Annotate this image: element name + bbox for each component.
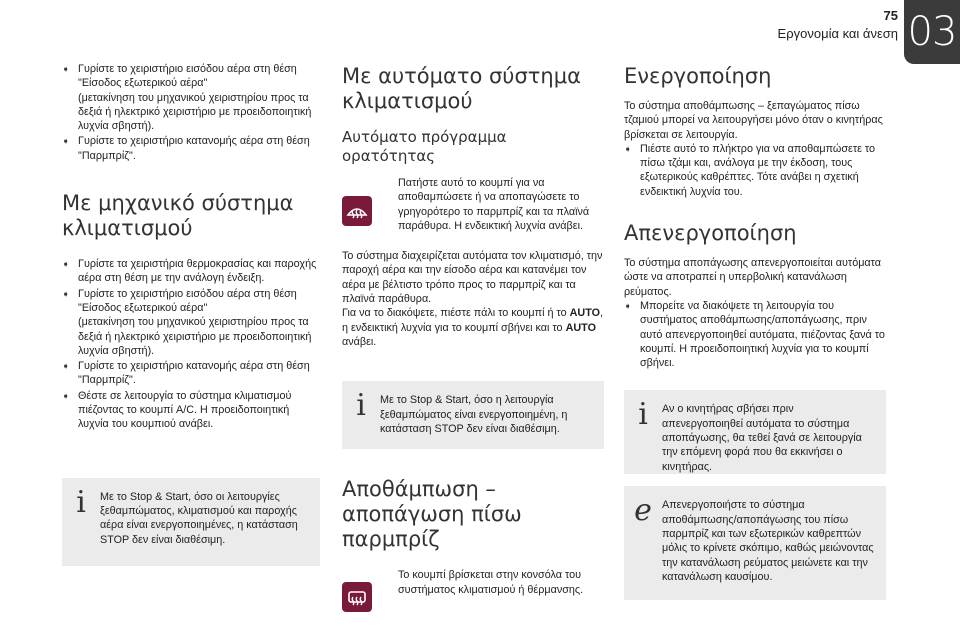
auto-label: AUTO — [565, 321, 596, 334]
list-item: ➧ Γυρίστε το χειριστήριο εισόδου αέρα στη θέση "Είσοδος εξωτερικού αέρα" (μετακίνηση του μηχανικού χειριστηρίου προς τα δεξιά ή ηλεκτρικό χειριστήριο με προειδοποιητική λυχνία σβηστή). — [62, 63, 312, 133]
paragraph: Για να το διακόψετε, πιέστε πάλι το κουμπί ή το AUTO, η ενδεικτική λυχνία για το κουμπί σβήνει και το AUTO ανάβει. — [342, 307, 604, 348]
note-text: Απενεργοποιήστε το σύστημα αποθάμπωσης/αποπάγωσης του πίσω παρμπρίζ και των εξωτερικών καθρεπτών μόλις το κρίνετε σκόπιμο, καθώς μειώνοντας την κατανάλωση ρεύματος μειώνετε και την κατανάλωση καυσίμου. — [662, 499, 874, 583]
heading-activation: Ενεργοποίηση — [624, 64, 772, 88]
arrow-bullet-icon: ➧ — [62, 64, 70, 74]
visibility-button-text: Πατήστε αυτό το κουμπί για να αποθαμπώσετε ή να αποπαγώσετε το γρηγορότερο το παρμπρίζ και τα πλαϊνά παράθυρα. Η ενδεικτική λυχνία ανάβει. — [398, 177, 590, 232]
arrow-bullet-icon: ➧ — [62, 259, 70, 270]
arrow-bullet-icon: ➧ — [624, 143, 632, 154]
list-item: ➧ Γυρίστε το χειριστήριο κατανομής αέρα στη θέση "Παρμπρίζ". — [62, 360, 310, 387]
top-bullet-list — [62, 62, 320, 163]
list-item: ➧ Πιέστε αυτό το πλήκτρο για να αποθαμπώσετε το πίσω τζάμι και, ανάλογα με την έκδοση, τους εξωτερικούς καθρέπτες. Τότε ανάβει η σχετική ενδεικτική λυχνία του. — [624, 142, 876, 198]
info-icon: i — [356, 388, 366, 424]
eco-note-box — [624, 486, 886, 600]
list-item: ➧ Γυρίστε το χειριστήριο κατανομής αέρα στη θέση "Παρμπρίζ". — [62, 135, 310, 162]
info-icon: i — [76, 484, 86, 520]
arrow-bullet-icon: ➧ — [62, 136, 70, 147]
arrow-bullet-icon: ➧ — [624, 300, 632, 311]
note-text: Με το Stop & Start, όσο η λειτουργία ξεθαμπώματος είναι ενεργοποιημένη, η κατάσταση STOP δεν είναι διαθέσιμη. — [380, 394, 568, 435]
paragraph: Το σύστημα αποθάμπωσης – ξεπαγώματος πίσω τζαμιού μπορεί να λειτουργήσει μόνο όταν ο κινητήρας βρίσκεται σε λειτουργία. — [624, 100, 883, 141]
info-note-box — [624, 390, 886, 474]
info-note-box — [342, 381, 604, 449]
heading-auto-ac: Με αυτόματο σύστημα κλιματισμού — [342, 64, 581, 113]
info-note-box — [62, 478, 320, 566]
bullet-note: (μετακίνηση του μηχανικού χειριστηρίου προς τα δεξιά ή ηλεκτρικό χειριστήριο με προειδοποιητική λυχνία σβηστή). — [78, 316, 312, 357]
eco-icon: e — [634, 493, 652, 529]
rear-screen-demist-icon — [342, 582, 372, 612]
bullet-note: (μετακίνηση του μηχανικού χειριστηρίου προς τα δεξιά ή ηλεκτρικό χειριστήριο με προειδοποιητική λυχνία σβηστή). — [78, 91, 312, 133]
paragraph: Το σύστημα αποπάγωσης απενεργοποιείται αυτόματα ώστε να αποτραπεί η υπερβολική κατανάλωση ρεύματος. — [624, 257, 882, 298]
note-text: Με το Stop & Start, όσο οι λειτουργίες ξεθαμπώματος, κλιματισμού και παροχής αέρα είναι ενεργοποιημένες, η κατάσταση STOP δεν είναι διαθέσιμη. — [100, 490, 298, 546]
column-2 — [342, 62, 604, 612]
heading-manual-ac: Με μηχανικό σύστημα κλιματισμού — [62, 191, 294, 241]
heading-rear-demist: Αποθάμπωση – αποπάγωση πίσω παρμπρίζ — [342, 477, 522, 552]
note-text: Αν ο κινητήρας σβήσει πριν απενεργοποιηθεί αυτόματα το σύστημα αποπάγωσης, θα τεθεί ξανά σε λειτουργία την επόμενη φορά που θα εκκινήσει ο κινητήρας. — [662, 403, 862, 473]
column-1 — [62, 62, 320, 566]
auto-label: AUTO — [569, 307, 601, 320]
manual-ac-bullet-list — [62, 257, 320, 432]
heading-deactivation: Απενεργοποίηση — [624, 221, 797, 246]
list-item: ➧ Γυρίστε τα χειριστήρια θερμοκρασίας και παροχής αέρα στη θέση με την ανάλογη ένδειξη. — [62, 258, 317, 285]
arrow-bullet-icon: ➧ — [62, 361, 70, 372]
visibility-button-row — [342, 176, 604, 233]
column-3 — [624, 62, 886, 600]
page-number: 75 — [883, 8, 898, 23]
rear-demist-button-text: Το κουμπί βρίσκεται στην κονσόλα του συστήματος κλιματισμού ή θέρμανσης. — [398, 569, 584, 596]
deactivation-bullet-list — [624, 299, 886, 370]
paragraph: Το σύστημα διαχειρίζεται αυτόματα τον κλιματισμό, την παροχή αέρα και την είσοδο αέρα και κατανέμει τον αέρα με βέλτιστο τρόπο προς το παρμπρίζ και τα πλαϊνά παράθυρα. — [342, 250, 603, 306]
section-title: Εργονομία και άνεση — [777, 26, 898, 41]
chapter-badge — [904, 0, 960, 64]
windscreen-demist-icon — [342, 196, 372, 226]
list-item: ➧ Θέστε σε λειτουργία το σύστημα κλιματισμού πιέζοντας το κουμπί A/C. Η προειδοποιητική λυχνία του κουμπιού ανάβει. — [62, 389, 292, 431]
activation-bullet-list — [624, 142, 886, 199]
list-item: ➧ Γυρίστε το χειριστήριο εισόδου αέρα στη θέση "Είσοδος εξωτερικού αέρα" (μετακίνηση του μηχανικού χειριστηρίου προς τα δεξιά ή ηλεκτρικό χειριστήριο με προειδοποιητική λυχνία σβηστή). — [62, 287, 312, 357]
info-icon: i — [638, 397, 648, 433]
rear-demist-button-row — [342, 568, 604, 612]
chapter-number: 03 — [907, 9, 957, 55]
subheading-visibility-program: Αυτόματο πρόγραμμα ορατότητας — [342, 128, 507, 165]
arrow-bullet-icon: ➧ — [62, 288, 70, 299]
list-item: ➧ Μπορείτε να διακόψετε τη λειτουργία του συστήματος αποθάμπωσης/αποπάγωσης, πριν αυτό απενεργοποιηθεί αυτόματα, πιέζοντας ξανά το κουμπί. Η προειδοποιητική λυχνία για το κουμπί σβήνει. — [624, 299, 885, 370]
arrow-bullet-icon: ➧ — [62, 390, 70, 401]
